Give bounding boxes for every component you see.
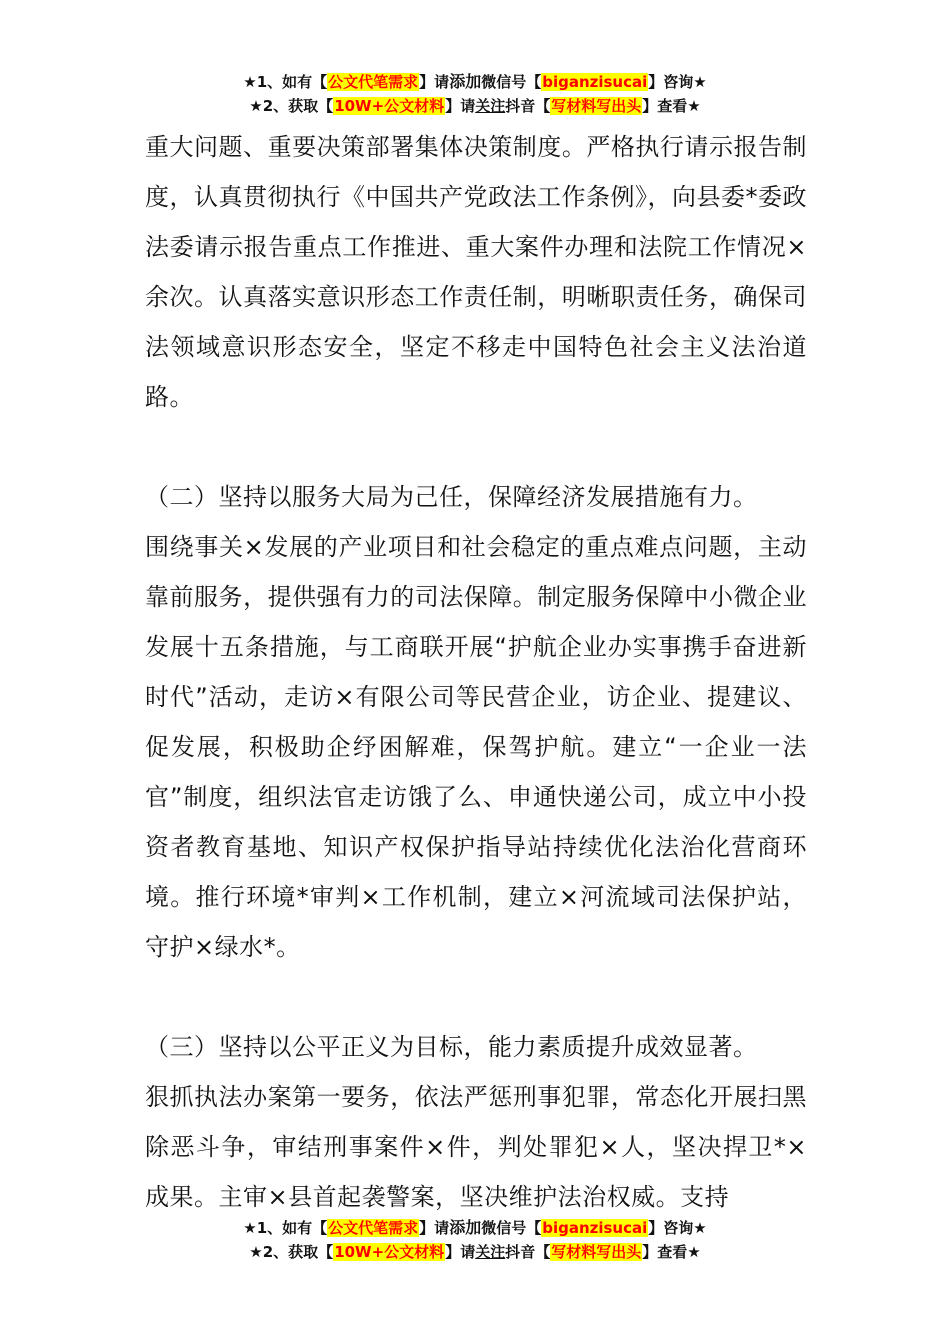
- promo-text: 】咨询★: [648, 73, 707, 91]
- header-promo-banner: [0, 70, 950, 118]
- promo-highlight-wechat: biganzisucai: [542, 73, 648, 91]
- promo-highlight: 10W+公文材料: [334, 1243, 445, 1261]
- promo-text: ★1、如有【: [243, 1219, 328, 1237]
- promo-text: ★1、如有【: [243, 73, 328, 91]
- promo-highlight: 公文代笔需求: [328, 73, 419, 91]
- promo-line-2: [0, 1240, 950, 1264]
- paragraph-3: 狠抓执法办案第一要务，依法严惩刑事犯罪，常态化开展扫黑除恶斗争，审结刑事案件×件，判处罪犯×人，坚决捍卫*×成果。主审×县首起袭警案，坚决维护法治权威。支持: [145, 1083, 807, 1211]
- promo-text: 】咨询★: [648, 1219, 707, 1237]
- promo-text: 抖音【: [505, 97, 551, 115]
- promo-text: 】请: [445, 1243, 476, 1261]
- promo-emphasis: 关注: [475, 1243, 506, 1261]
- document-body: [145, 122, 807, 1222]
- promo-line-1: [0, 1216, 950, 1240]
- promo-highlight: 10W+公文材料: [334, 97, 445, 115]
- promo-line-1: [0, 70, 950, 94]
- promo-highlight-douyin: 写材料写出头: [551, 1243, 642, 1261]
- paragraph-2: 围绕事关×发展的产业项目和社会稳定的重点难点问题，主动靠前服务，提供强有力的司法保障。制定服务保障中小微企业发展十五条措施，与工商联开展“护航企业办实事携手奋进新时代”活动，走访×有限公司等民营企业，访企业、提建议、促发展，积极助企纾困解难，保驾护航。建立“一企业一法官”制度，组织法官走访饿了么、申通快递公司，成立中小投资者教育基地、知识产权保护指导站持续优化法治化营商环境。推行环境*审判×工作机制，建立×河流域司法保护站，守护×绿水*。: [145, 533, 807, 961]
- section-heading-2: （二）坚持以服务大局为己任，保障经济发展措施有力。: [145, 483, 758, 511]
- promo-emphasis: 添加: [449, 72, 482, 91]
- promo-text: 微信号【: [481, 73, 542, 91]
- promo-text: 抖音【: [505, 1243, 551, 1261]
- promo-text: 】查看★: [642, 1243, 701, 1261]
- promo-highlight: 公文代笔需求: [328, 1219, 419, 1237]
- promo-highlight-wechat: biganzisucai: [542, 1219, 648, 1237]
- promo-highlight-douyin: 写材料写出头: [551, 97, 642, 115]
- promo-text: 】请: [419, 1219, 450, 1237]
- promo-text: 】请: [419, 73, 450, 91]
- promo-emphasis: 添加: [449, 1218, 482, 1237]
- paragraph-1: 重大问题、重要决策部署集体决策制度。严格执行请示报告制度，认真贯彻执行《中国共产党政法工作条例》，向县委*委政法委请示报告重点工作推进、重大案件办理和法院工作情况×余次。认真落实意识形态工作责任制，明晰职责任务，确保司法领域意识形态安全，坚定不移走中国特色社会主义法治道路。: [145, 133, 807, 411]
- promo-text: 微信号【: [481, 1219, 542, 1237]
- promo-text: ★2、获取【: [249, 1243, 334, 1261]
- promo-emphasis: 关注: [475, 97, 506, 115]
- section-heading-3: （三）坚持以公平正义为目标，能力素质提升成效显著。: [145, 1033, 758, 1061]
- promo-text: 】查看★: [642, 97, 701, 115]
- promo-text: ★2、获取【: [249, 97, 334, 115]
- promo-line-2: [0, 94, 950, 118]
- footer-promo-banner: [0, 1216, 950, 1264]
- promo-text: 】请: [445, 97, 476, 115]
